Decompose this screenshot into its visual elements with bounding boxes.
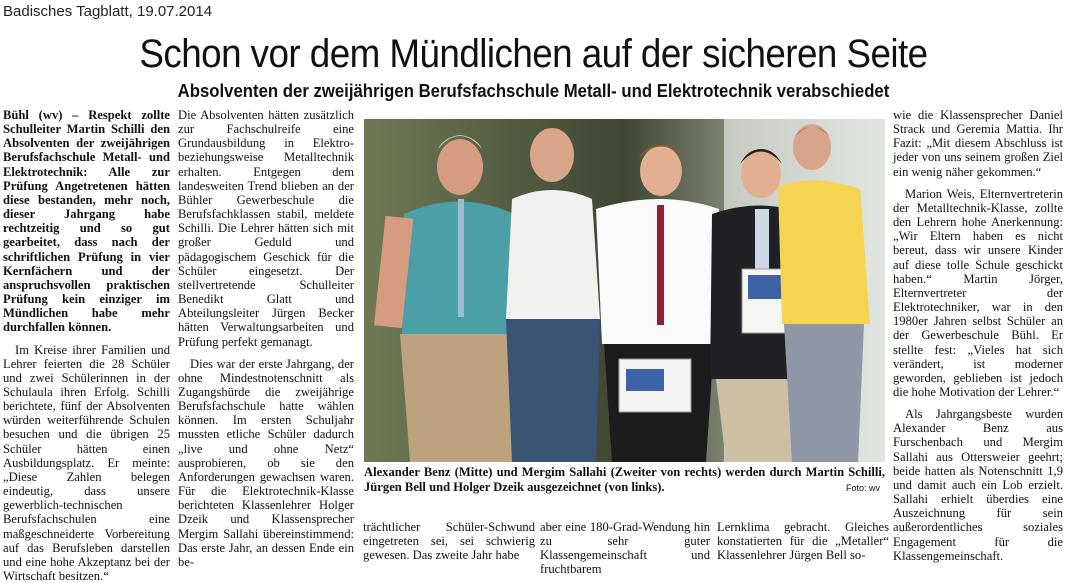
article-bottom-column-3: Lernklima gebracht. Gleiches konstatierten für die „Metaller“ Klassenlehrer Jürgen Bell so- (717, 520, 889, 549)
article-column-5 (893, 108, 1063, 549)
body-paragraph: wie die Klassensprecher Daniel Strack und Geremia Mattia. Ihr Fazit: „Mit diesem Abschluss ist jeder von uns seinem großen Ziel ein wenig näher gekommen.“ (893, 108, 1063, 179)
headline: Schon vor dem Mündlichen auf der sicheren Seite (43, 32, 1025, 77)
body-paragraph: Im Kreise ihrer Familien und Lehrer feierten die 28 Schüler und zwei Schülerinnen in der Schulaula ihren Erfolg. Schilli berichtete, fünf der Absolventen würden weiterführende Schulen besuchen und die übrigen 25 Schüler hätten einen Ausbildungsplatz. Er meinte: „Diese Zahlen belegen eindeutig, dass unsere gewerblich-technischen Berufsfachschulen eine maßgeschneiderte Vorbereitung auf das Berufsleben darstellen und eine hohe Akzeptanz bei der Wirtschaft besitzen.“ (3, 343, 170, 583)
body-paragraph: Die Absolventen hätten zusätzlich zur Fachschulreife eine Grundausbildung in Elektro- beziehungsweise Metalltechnik erhalten. Entgegen dem landesweiten Trend blieben an der Bühler Gewerbeschule die Berufsfachklassen stabil, meldete Schilli. Die Lehrer hätten sich mit großer Geduld und pädagogischem Geschick für die Schüler eingesetzt. Der stellvertretende Schulleiter Benedikt Glatt und Abteilungsleiter Jürgen Becker hätten Verwaltungsarbeiten und Prüfung perfekt gemanagt. (178, 108, 354, 349)
body-paragraph-continued: Dies war der erste Jahrgang, der ohne Mindestnotenschnitt als Zugangshürde die zweijährige Berufsfachschule hatte wählen können. Im ersten Schuljahr mussten etliche Schüler dadurch „live und ohne Netz“ ausprobieren, ob sie den Anforderungen gewachsen waren. Für die Elektrotechnik-Klasse berichteten Klassenlehrer Holger Dzeik und Klassensprecher Mergim Sallahi übereinstimmend: Das erste Jahr, an dessen Ende ein be- (178, 357, 354, 569)
photo-caption: Alexander Benz (Mitte) und Mergim Sallahi (Zweiter von rechts) werden durch Martin Schilli, Jürgen Bell und Holger Dzeik ausgezeichnet (von links). (364, 465, 885, 495)
article-bottom-column-1: trächtlicher Schüler-Schwund eingetreten sei, sei schwierig gewesen. Das zweite Jahr habe (363, 520, 535, 549)
subheadline: Absolventen der zweijährigen Berufsfachschule Metall- und Elektrotechnik verabschiedet (37, 81, 1029, 102)
article-column-1 (3, 108, 170, 549)
lead-paragraph: Bühl (wv) – Respekt zollte Schulleiter Martin Schilli den Absolventen der zweijährigen Berufsfachschule Metall- und Elektrotechnik: Alle zur Prüfung Angetretenen hätten diese bestanden, mehr noch, dieser Jahrgang habe rechtzeitig und so gut gearbeitet, dass nach der schriftlichen Prüfung in vier Kernfächern und der anspruchsvollen praktischen Prüfung kein einziger im Mündlichen habe mehr durchfallen können. (3, 108, 170, 335)
newspaper-source-date: Badisches Tagblatt, 19.07.2014 (3, 3, 212, 20)
body-paragraph: Marion Weis, Elternvertreterin der Metalltechnik-Klasse, zollte den Lehrern hohe Anerkennung: „Wir Eltern haben es nicht bereut, dass wir unsere Kinder auf diese tolle Schule geschickt haben.“ Martin Jörger, Elternvertreter der Elektrotechniker, war in den 1980er Jahren selbst Schüler an der Gewerbeschule Bühl. Er stellte fest: „Vieles hat sich verändert, ist moderner geworden, geblieben ist jedoch die hohe Motivation der Lehrer.“ (893, 187, 1063, 399)
article-photo (364, 119, 885, 462)
article-bottom-column-2: aber eine 180-Grad-Wendung hin zu sehr guter Klassengemeinschaft und fruchtbarem (540, 520, 710, 549)
body-paragraph: Als Jahrgangsbeste wurden Alexander Benz aus Furschenbach und Mergim Sallahi aus Ottersweier geehrt; beide hatten als Notenschnitt 1,9 und damit auch ein Lob erzielt. Sallahi erhielt überdies eine Auszeichnung für sein außerordentliches soziales Engagement für die Klassengemeinschaft. (893, 407, 1063, 563)
article-column-2 (178, 108, 354, 426)
photo-credit: Foto: wv (846, 483, 880, 493)
